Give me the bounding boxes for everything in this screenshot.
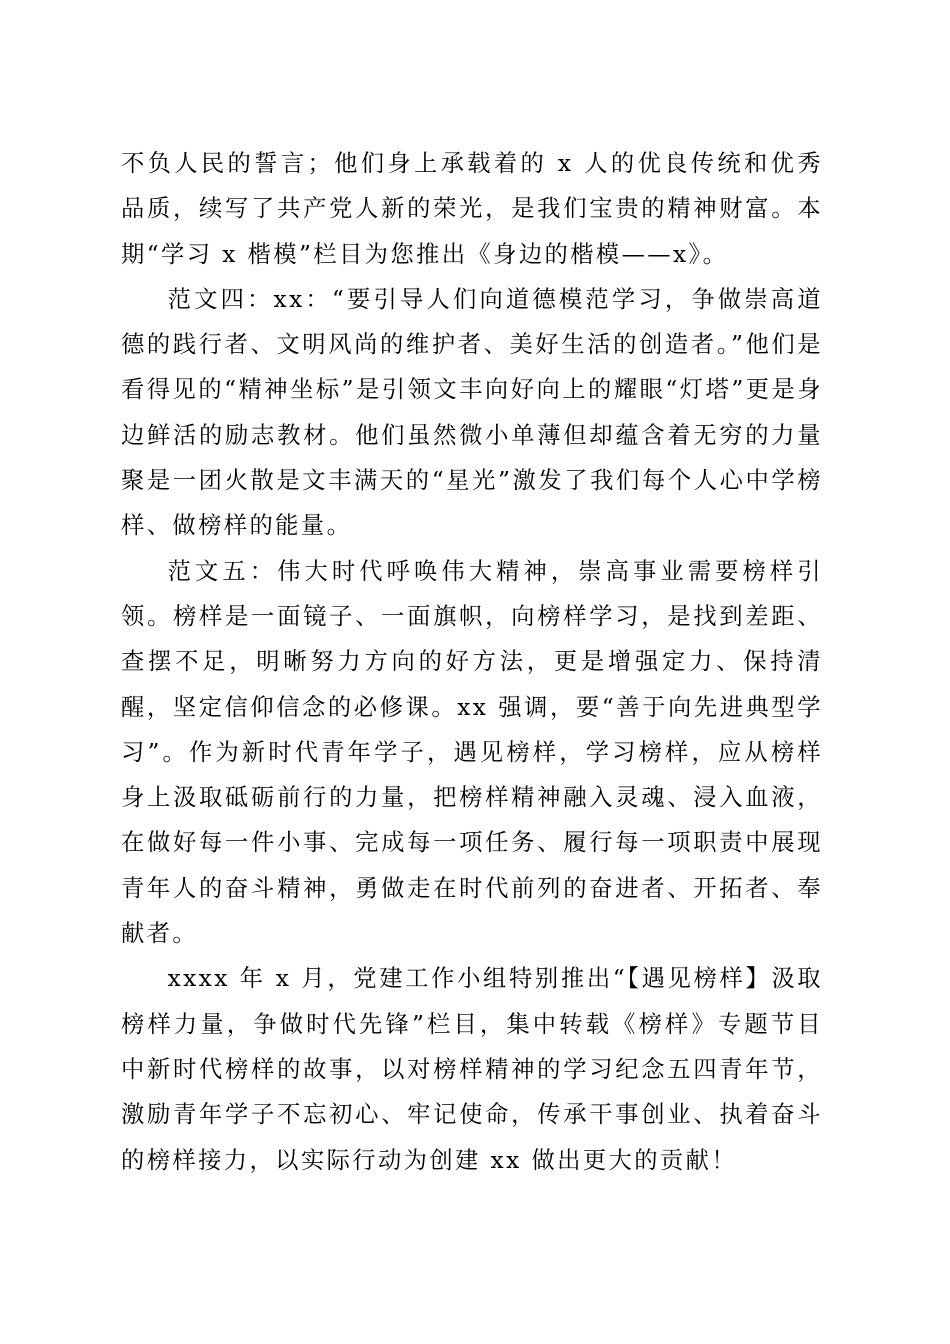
paragraph-continued: 不负人民的誓言；他们身上承载着的 x 人的优良传统和优秀品质，续写了共产党人新的荣光，是我们宝贵的精神财富。本期“学习 x 楷模”栏目为您推出《身边的楷模——x》。 [121,150,823,268]
paragraph-closing: xxxx 年 x 月，党建工作小组特别推出“【遇见榜样】汲取榜样力量，争做时代先锋”栏目，集中转载《榜样》专题节目中新时代榜样的故事，以对榜样精神的学习纪念五四青年节，激励青年学子不忘初心、牢记使命，传承干事创业、执着奋斗的榜样接力，以实际行动为创建 xx 做出更大的贡献！ [121,965,823,1174]
document-body [121,141,823,1183]
paragraph-sample-five: 范文五：伟大时代呼唤伟大精神，崇高事业需要榜样引领。榜样是一面镜子、一面旗帜，向榜样学习，是找到差距、查摆不足，明晰努力方向的好方法，更是增强定力、保持清醒，坚定信仰信念的必修课。xx 强调，要“善于向先进典型学习”。作为新时代青年学子，遇见榜样，学习榜样，应从榜样身上汲取砥砺前行的力量，把榜样精神融入灵魂、浸入血液，在做好每一件小事、完成每一项任务、履行每一项职责中展现青年人的奋斗精神，勇做走在时代前列的奋进者、开拓者、奉献者。 [121,557,823,948]
paragraph-sample-four: 范文四：xx：“要引导人们向道德模范学习，争做崇高道德的践行者、文明风尚的维护者、美好生活的创造者。”他们是看得见的“精神坐标”是引领文丰向好向上的耀眼“灯塔”更是身边鲜活的励志教材。他们虽然微小单薄但却蕴含着无穷的力量聚是一团火散是文丰满天的“星光”激发了我们每个人心中学榜样、做榜样的能量。 [121,285,823,540]
